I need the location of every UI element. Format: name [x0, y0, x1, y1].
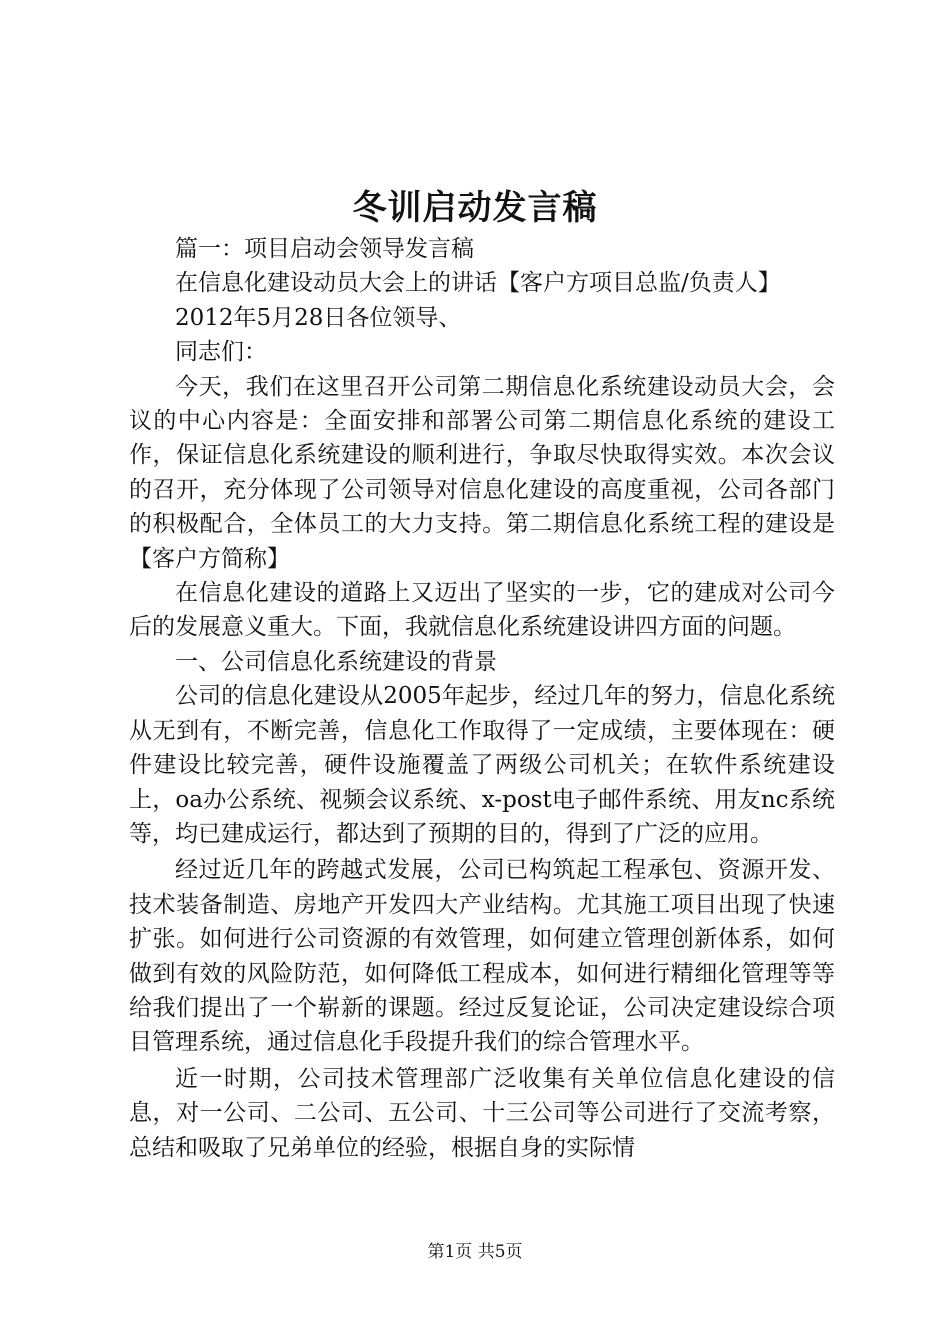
document-title: 冬训启动发言稿 [352, 188, 598, 228]
paragraph-recent-period: 近一时期，公司技术管理部广泛收集有关单位信息化建设的信息，对一公司、二公司、五公司、十三公司等公司进行了交流考察，总结和吸取了兄弟单位的经验，根据自身的实际情 [129, 1065, 835, 1161]
paragraph-opening: 今天，我们在这里召开公司第二期信息化系统建设动员大会，会议的中心内容是：全面安排和部署公司第二期信息化系统的建设工作，保证信息化系统建设的顺利进行，争取尽快取得实效。本次会议的召开，充分体现了公司领导对信息化建设的高度重视，公司各部门的积极配合，全体员工的大力支持。第二期信息化系统工程的建设是【客户方简称】 [129, 373, 835, 572]
page-footer: 第1页 共5页 [427, 1242, 523, 1262]
document-body [129, 232, 835, 1165]
paragraph-date-greeting: 2012年5月28日各位领导、 [175, 304, 462, 331]
paragraph-heading-part-one: 篇一：项目启动会领导发言稿 [175, 236, 474, 262]
paragraph-background: 公司的信息化建设从2005年起步，经过几年的努力，信息化系统从无到有，不断完善，信息化工作取得了一定成绩，主要体现在：硬件建设比较完善，硬件设施覆盖了两级公司机关；在软件系统建设上，oa办公系统、视频会议系统、x-post电子邮件系统、用友nc系统等，均已建成运行，都达到了预期的目的，得到了广泛的应用。 [129, 683, 835, 847]
paragraph-significance: 在信息化建设的道路上又迈出了坚实的一步，它的建成对公司今后的发展意义重大。下面，我就信息化系统建设讲四方面的问题。 [129, 580, 835, 641]
paragraph-speech-title: 在信息化建设动员大会上的讲话【客户方项目总监/负责人】 [175, 270, 781, 297]
paragraph-section-heading: 一、公司信息化系统建设的背景 [175, 648, 497, 675]
paragraph-development: 经过近几年的跨越式发展，公司已构筑起工程承包、资源开发、技术装备制造、房地产开发四大产业结构。尤其施工项目出现了快速扩张。如何进行公司资源的有效管理，如何建立管理创新体系，如何做到有效的风险防范，如何降低工程成本，如何进行精细化管理等等给我们提出了一个崭新的课题。经过反复论证，公司决定建设综合项目管理系统，通过信息化手段提升我们的综合管理水平。 [129, 857, 835, 1056]
paragraph-salutation: 同志们： [175, 339, 267, 366]
